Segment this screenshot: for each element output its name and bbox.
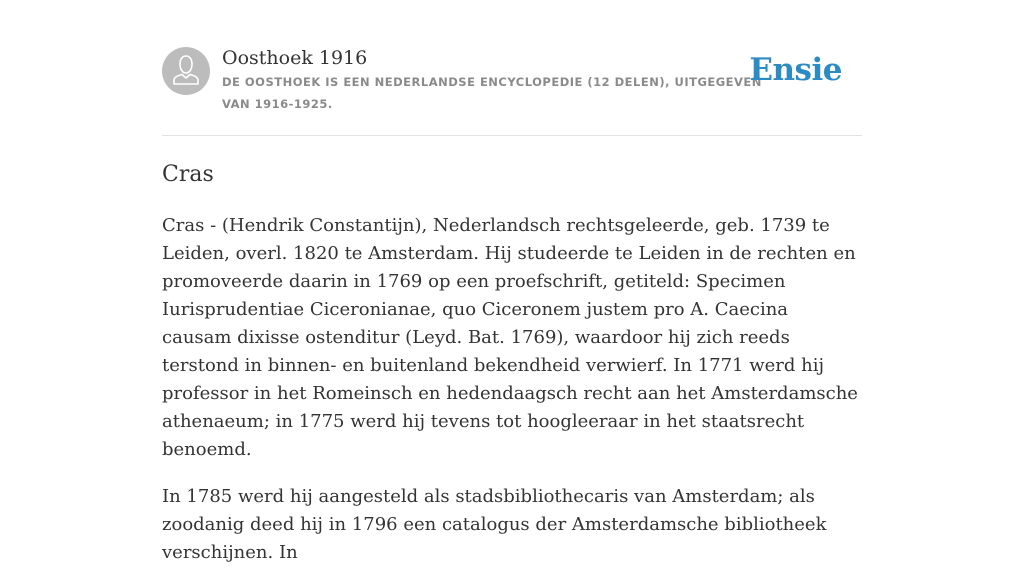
- entry-body: [162, 212, 862, 586]
- source-header: [162, 46, 862, 116]
- entry-title: Cras: [162, 162, 214, 187]
- user-avatar-icon[interactable]: [162, 47, 210, 95]
- header-divider: [162, 135, 862, 136]
- source-description: DE OOSTHOEK IS EEN NEDERLANDSE ENCYCLOPEDIE (12 DELEN), UITGEGEVEN VAN 1916-1925.: [222, 75, 762, 111]
- entry-paragraph: Cras - (Hendrik Constantijn), Nederlandsch rechtsgeleerde, geb. 1739 te Leiden, overl. 1820 te Amsterdam. Hij studeerde te Leiden in de rechten en promoveerde daarin in 1769 op een proefschrift, getiteld: Specimen Iurisprudentiae Ciceronianae, quo Ciceronem justem pro A. Caecina causam dixisse ostenditur (Leyd. Bat. 1769), waardoor hij zich reeds terstond in binnen- en buitenland bekendheid verwierf. In 1771 werd hij professor in het Romeinsch en hedendaagsch recht aan het Amsterdamsche athenaeum; in 1775 werd hij tevens tot hoogleeraar in het staatsrecht benoemd.: [162, 215, 858, 460]
- brand-logo[interactable]: Ensie: [749, 52, 842, 88]
- entry-paragraph: In 1785 werd hij aangesteld als stadsbibliothecaris van Amsterdam; als zoodanig deed hij in 1796 een catalogus der Amsterdamsche bibliotheek verschijnen. In: [162, 486, 827, 563]
- source-title[interactable]: Oosthoek 1916: [222, 47, 368, 69]
